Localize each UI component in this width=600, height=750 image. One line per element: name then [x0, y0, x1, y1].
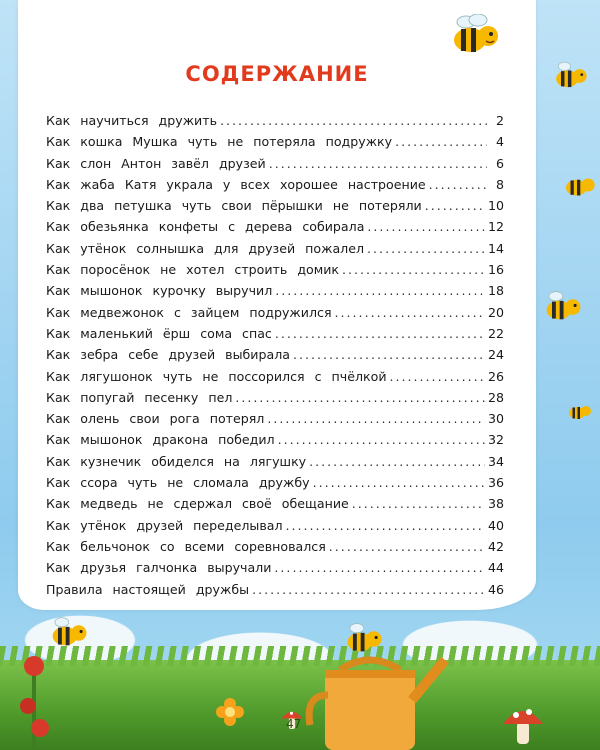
toc-entry-page: 18 [487, 283, 504, 299]
toc-entry-title: Как ссора чуть не сломала дружбу [46, 475, 310, 491]
toc-dot-leader [278, 432, 485, 447]
toc-dot-leader [267, 411, 485, 426]
toc-entry-page: 2 [495, 113, 504, 128]
toc-entry-title: Как бельчонок со всеми соревновался [46, 538, 326, 554]
toc-dot-leader [390, 369, 485, 384]
toc-entry[interactable] [46, 475, 504, 496]
toc-entry-title: Как медведь не сдержал своё обещание [46, 496, 349, 512]
toc-entry[interactable] [46, 369, 504, 390]
toc-dot-leader [220, 113, 487, 128]
toc-entry-title: Как медвежонок с зайцем подружился [46, 304, 332, 320]
toc-entry[interactable] [46, 262, 504, 283]
toc-entry[interactable] [46, 219, 504, 240]
toc-entry-title: Как научиться дружить [46, 113, 218, 128]
toc-entry-title: Как мышонок дракона победил [46, 432, 275, 448]
toc-entry-title: Как утёнок друзей переделывал [46, 517, 283, 533]
page-title: СОДЕРЖАНИЕ [185, 62, 369, 86]
toc-entry-page: 24 [487, 347, 504, 363]
toc-entry[interactable] [46, 198, 504, 219]
toc-entry-title: Как обезьянка конфеты с дерева собирала [46, 219, 365, 235]
bee-icon [48, 616, 88, 650]
toc-entry-title: Как жаба Катя украла у всех хорошее настроение [46, 176, 426, 192]
bee-icon [542, 290, 582, 324]
toc-dot-leader [367, 219, 485, 234]
toc-entry-page: 38 [487, 496, 504, 512]
toc-entry-title: Как попугай песенку пел [46, 389, 233, 405]
table-of-contents [46, 113, 504, 603]
toc-entry-title: Как кузнечик обиделся на лягушку [46, 453, 307, 469]
mushroom-icon [500, 700, 546, 746]
toc-entry-title: Как два петушка чуть свои пёрышки не потеряли [46, 198, 422, 214]
toc-entry-page: 26 [487, 368, 504, 384]
toc-entry-page: 44 [487, 560, 504, 576]
toc-entry[interactable] [46, 113, 504, 134]
toc-entry-page: 46 [487, 581, 504, 597]
toc-entry-title: Как олень свои рога потерял [46, 411, 265, 427]
toc-entry-title: Правила настоящей дружбы [46, 581, 250, 597]
toc-entry[interactable] [46, 411, 504, 432]
toc-dot-leader [252, 582, 485, 597]
bee-icon [562, 170, 596, 200]
toc-entry-page: 20 [487, 304, 504, 320]
toc-entry-page: 32 [487, 432, 504, 448]
toc-dot-leader [425, 198, 485, 213]
toc-entry-page: 4 [495, 134, 504, 150]
toc-entry-title: Как друзья галчонка выручали [46, 560, 272, 576]
toc-entry-page: 16 [487, 262, 504, 278]
toc-entry-page: 28 [487, 389, 504, 405]
toc-entry-title: Как поросёнок не хотел строить домик [46, 262, 340, 278]
toc-dot-leader [275, 283, 485, 298]
toc-entry[interactable] [46, 326, 504, 347]
toc-entry-page: 14 [487, 240, 504, 256]
toc-dot-leader [235, 390, 485, 405]
toc-entry[interactable] [46, 518, 504, 539]
toc-entry-title: Как утёнок солнышка для друзей пожалел [46, 240, 365, 256]
bee-icon [566, 400, 592, 422]
toc-dot-leader [274, 560, 485, 575]
toc-entry[interactable] [46, 177, 504, 198]
toc-entry[interactable] [46, 156, 504, 177]
toc-entry-title: Как лягушонок чуть не поссорился с пчёлкой [46, 368, 387, 384]
toc-dot-leader [293, 347, 485, 362]
page-number: 47 [286, 717, 302, 731]
toc-entry[interactable] [46, 347, 504, 368]
toc-dot-leader [286, 518, 485, 533]
toc-entry[interactable] [46, 390, 504, 411]
bee-icon [448, 14, 500, 58]
toc-entry[interactable] [46, 134, 504, 155]
toc-entry[interactable] [46, 432, 504, 453]
toc-entry-page: 34 [487, 453, 504, 469]
toc-entry[interactable] [46, 496, 504, 517]
toc-dot-leader [309, 454, 485, 469]
toc-entry-page: 10 [487, 198, 504, 214]
toc-dot-leader [329, 539, 485, 554]
toc-entry-page: 36 [487, 475, 504, 491]
toc-entry-page: 30 [487, 411, 504, 427]
toc-entry-page: 40 [487, 517, 504, 533]
toc-entry-page: 6 [495, 155, 504, 171]
toc-dot-leader [269, 156, 487, 171]
toc-dot-leader [429, 177, 487, 192]
toc-entry-title: Как слон Антон завёл друзей [46, 155, 266, 171]
toc-entry[interactable] [46, 582, 504, 603]
toc-entry[interactable] [46, 560, 504, 581]
toc-dot-leader [342, 262, 485, 277]
bee-icon [552, 60, 588, 92]
toc-entry[interactable] [46, 454, 504, 475]
toc-dot-leader [275, 326, 485, 341]
toc-entry[interactable] [46, 241, 504, 262]
toc-dot-leader [335, 305, 485, 320]
flower-icon [14, 650, 54, 750]
toc-entry[interactable] [46, 539, 504, 560]
toc-entry-page: 22 [487, 325, 504, 341]
watering-can-icon [300, 640, 450, 750]
toc-entry[interactable] [46, 283, 504, 304]
toc-entry-title: Как зебра себе друзей выбирала [46, 347, 290, 363]
toc-entry-title: Как кошка Мушка чуть не потеряла подружку [46, 134, 393, 150]
toc-entry-page: 12 [487, 219, 504, 235]
toc-dot-leader [395, 134, 487, 149]
toc-dot-leader [313, 475, 485, 490]
toc-entry[interactable] [46, 305, 504, 326]
toc-entry-page: 42 [487, 538, 504, 554]
flower-icon [214, 696, 246, 728]
toc-entry-title: Как мышонок курочку выручил [46, 283, 273, 299]
toc-entry-page: 8 [495, 176, 504, 192]
toc-entry-title: Как маленький ёрш сома спас [46, 325, 272, 341]
toc-dot-leader [367, 241, 485, 256]
toc-dot-leader [352, 496, 485, 511]
